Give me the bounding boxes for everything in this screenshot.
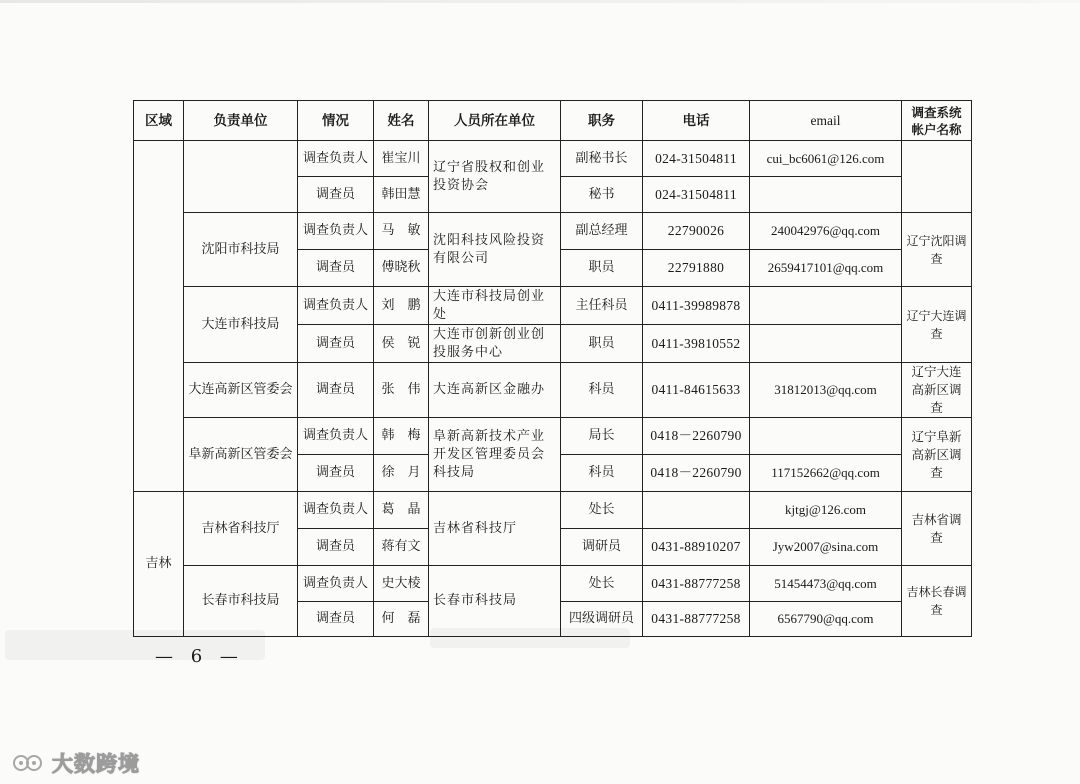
name-cell: 张 伟 (374, 363, 429, 418)
header-email: email (750, 101, 902, 141)
email-cell: cui_bc6061@126.com (750, 141, 902, 177)
unit-cell: 大连市科技局创业处 (429, 287, 561, 325)
title-cell: 四级调研员 (561, 602, 643, 637)
account-cell: 辽宁大连高新区调查 (902, 363, 972, 418)
header-unit: 人员所在单位 (429, 101, 561, 141)
unit-cell: 阜新高新技术产业开发区管理委员会科技局 (429, 418, 561, 492)
role-cell: 调查负责人 (298, 287, 374, 325)
header-phone: 电话 (643, 101, 750, 141)
phone-cell: 024-31504811 (643, 141, 750, 177)
name-cell: 傅晓秋 (374, 250, 429, 287)
title-cell: 主任科员 (561, 287, 643, 325)
unit-cell: 辽宁省股权和创业投资协会 (429, 141, 561, 213)
phone-cell: 0411-84615633 (643, 363, 750, 418)
unit-cell: 吉林省科技厅 (429, 492, 561, 566)
phone-cell: 0431-88777258 (643, 602, 750, 637)
watermark-logo-icon (12, 752, 46, 774)
dept-cell (184, 141, 298, 213)
region-cell (134, 141, 184, 492)
table-row (134, 566, 972, 602)
name-cell: 何 磊 (374, 602, 429, 637)
title-cell: 科员 (561, 363, 643, 418)
email-cell: 240042976@qq.com (750, 213, 902, 250)
name-cell: 韩田慧 (374, 177, 429, 213)
email-cell: Jyw2007@sina.com (750, 529, 902, 566)
phone-cell: 024-31504811 (643, 177, 750, 213)
unit-cell: 沈阳科技风险投资有限公司 (429, 213, 561, 287)
unit-cell: 长春市科技局 (429, 566, 561, 637)
phone-cell: 22791880 (643, 250, 750, 287)
dept-cell: 大连市科技局 (184, 287, 298, 363)
name-cell: 崔宝川 (374, 141, 429, 177)
unit-cell: 大连市创新创业创投服务中心 (429, 325, 561, 363)
unit-cell: 大连高新区金融办 (429, 363, 561, 418)
email-cell: 2659417101@qq.com (750, 250, 902, 287)
dept-cell: 沈阳市科技局 (184, 213, 298, 287)
email-cell (750, 177, 902, 213)
name-cell: 葛 晶 (374, 492, 429, 529)
title-cell: 调研员 (561, 529, 643, 566)
role-cell: 调查负责人 (298, 213, 374, 250)
role-cell: 调查员 (298, 177, 374, 213)
title-cell: 职员 (561, 250, 643, 287)
name-cell: 徐 月 (374, 455, 429, 492)
header-row (134, 101, 972, 141)
table-row (134, 492, 972, 529)
page-number: — 6 — (155, 646, 244, 667)
email-cell: 51454473@qq.com (750, 566, 902, 602)
email-cell (750, 287, 902, 325)
name-cell: 蒋有文 (374, 529, 429, 566)
title-cell: 秘书 (561, 177, 643, 213)
phone-cell (643, 492, 750, 529)
dept-cell: 吉林省科技厅 (184, 492, 298, 566)
phone-cell: 0431-88910207 (643, 529, 750, 566)
role-cell: 调查负责人 (298, 492, 374, 529)
role-cell: 调查负责人 (298, 418, 374, 455)
phone-cell: 0411-39989878 (643, 287, 750, 325)
role-cell: 调查员 (298, 455, 374, 492)
role-cell: 调查员 (298, 602, 374, 637)
email-cell: 117152662@qq.com (750, 455, 902, 492)
title-cell: 处长 (561, 492, 643, 529)
contact-table (133, 100, 972, 637)
header-name: 姓名 (374, 101, 429, 141)
phone-cell: 0418－2260790 (643, 418, 750, 455)
role-cell: 调查员 (298, 250, 374, 287)
header-title: 职务 (561, 101, 643, 141)
scan-edge (0, 0, 1080, 3)
account-cell (902, 141, 972, 213)
account-cell: 辽宁沈阳调查 (902, 213, 972, 287)
role-cell: 调查负责人 (298, 141, 374, 177)
table-row (134, 213, 972, 250)
email-cell: 31812013@qq.com (750, 363, 902, 418)
watermark-text: 大数跨境 (52, 752, 140, 776)
table-row (134, 141, 972, 177)
role-cell: 调查员 (298, 325, 374, 363)
account-cell: 辽宁阜新高新区调查 (902, 418, 972, 492)
dept-cell: 阜新高新区管委会 (184, 418, 298, 492)
watermark (12, 748, 140, 778)
email-cell: 6567790@qq.com (750, 602, 902, 637)
header-dept: 负责单位 (184, 101, 298, 141)
phone-cell: 0418－2260790 (643, 455, 750, 492)
title-cell: 科员 (561, 455, 643, 492)
account-cell: 吉林省调查 (902, 492, 972, 566)
account-cell: 吉林长春调查 (902, 566, 972, 637)
header-role: 情况 (298, 101, 374, 141)
title-cell: 局长 (561, 418, 643, 455)
email-cell (750, 418, 902, 455)
title-cell: 处长 (561, 566, 643, 602)
email-cell (750, 325, 902, 363)
dept-cell: 长春市科技局 (184, 566, 298, 637)
table-row (134, 287, 972, 325)
header-region: 区域 (134, 101, 184, 141)
email-cell: kjtgj@126.com (750, 492, 902, 529)
table-row (134, 418, 972, 455)
phone-cell: 0411-39810552 (643, 325, 750, 363)
role-cell: 调查员 (298, 363, 374, 418)
role-cell: 调查员 (298, 529, 374, 566)
title-cell: 副秘书长 (561, 141, 643, 177)
name-cell: 史大棱 (374, 566, 429, 602)
role-cell: 调查负责人 (298, 566, 374, 602)
name-cell: 马 敏 (374, 213, 429, 250)
name-cell: 韩 梅 (374, 418, 429, 455)
title-cell: 副总经理 (561, 213, 643, 250)
region-cell: 吉林 (134, 492, 184, 637)
dept-cell: 大连高新区管委会 (184, 363, 298, 418)
name-cell: 侯 锐 (374, 325, 429, 363)
table-row (134, 363, 972, 418)
phone-cell: 0431-88777258 (643, 566, 750, 602)
phone-cell: 22790026 (643, 213, 750, 250)
title-cell: 职员 (561, 325, 643, 363)
name-cell: 刘 鹏 (374, 287, 429, 325)
header-account: 调查系统帐户名称 (902, 101, 972, 141)
account-cell: 辽宁大连调查 (902, 287, 972, 363)
